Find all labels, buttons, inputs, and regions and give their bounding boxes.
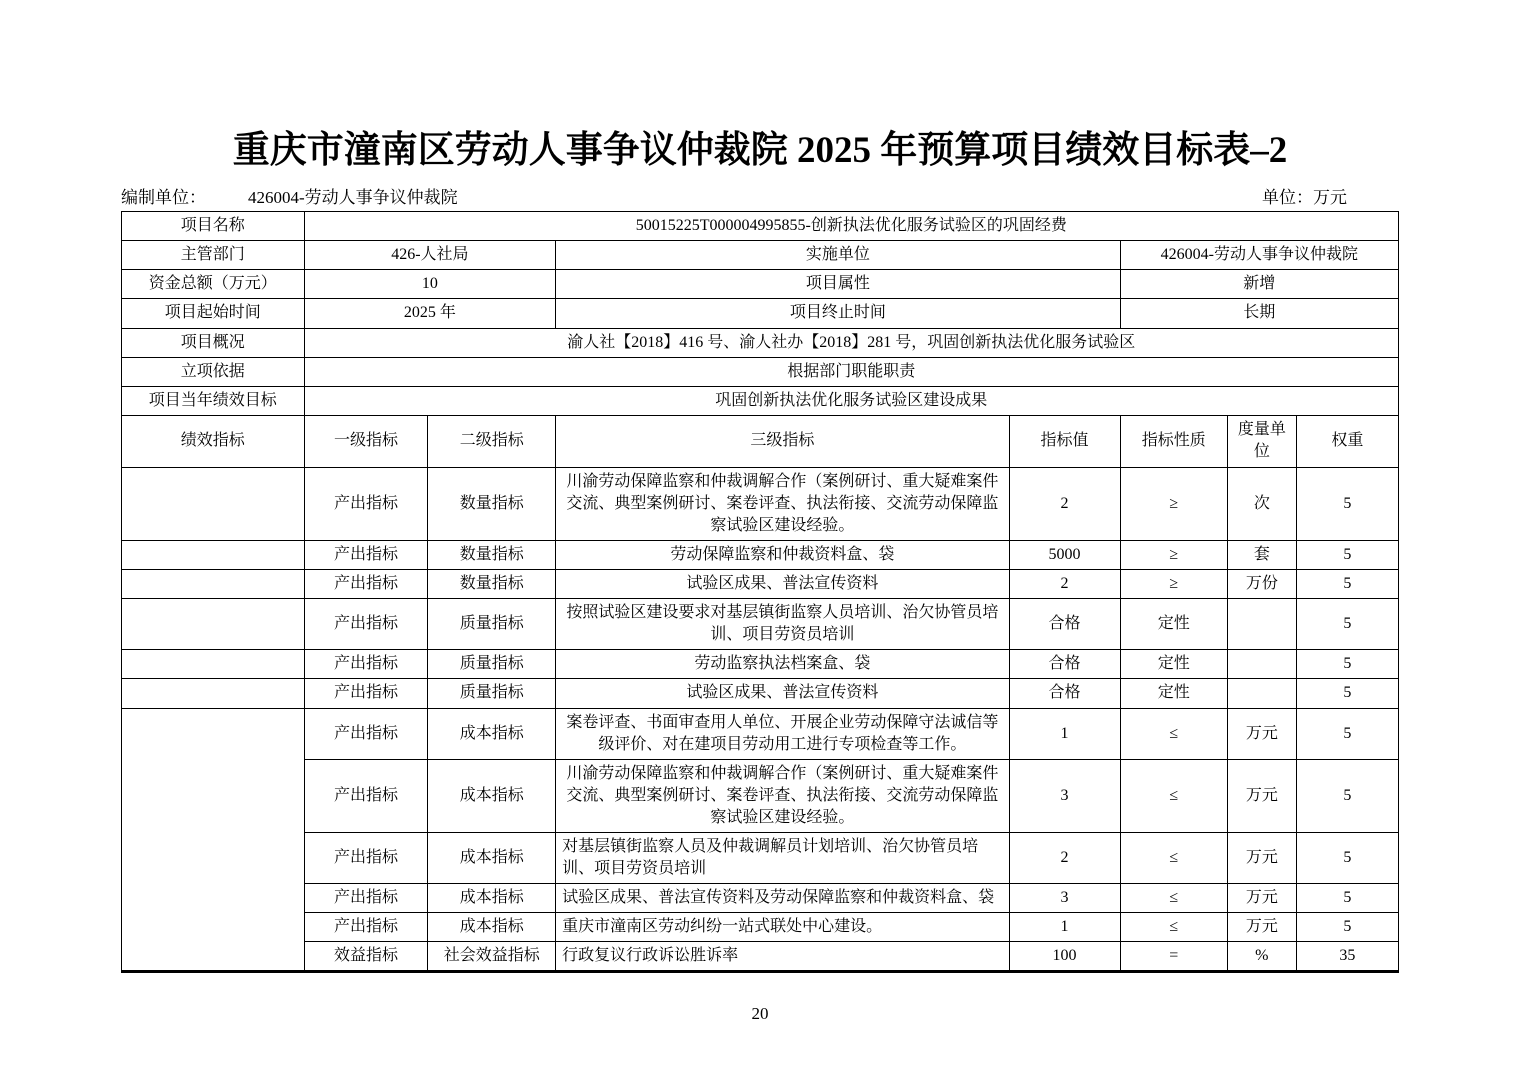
info-label: 项目属性 [556,270,1120,299]
info-label: 立项依据 [122,357,305,386]
level1-indicator: 产出指标 [304,832,428,883]
info-value-basis: 根据部门职能职责 [304,357,1398,386]
level1-indicator: 产出指标 [304,599,428,650]
measure-unit: % [1227,942,1296,972]
level1-indicator: 产出指标 [304,884,428,913]
level2-indicator: 数量指标 [428,467,556,540]
info-label: 项目终止时间 [556,299,1120,328]
performance-indicator-cell [122,467,305,540]
weight: 5 [1296,570,1398,599]
indicator-value: 1 [1009,913,1120,942]
level1-indicator: 产出指标 [304,467,428,540]
indicator-row [122,913,1399,942]
indicator-value: 2 [1009,570,1120,599]
prepared-by [121,183,458,208]
weight: 5 [1296,884,1398,913]
weight: 5 [1296,759,1398,832]
level3-indicator: 试验区成果、普法宣传资料及劳动保障监察和仲裁资料盒、袋 [556,884,1009,913]
weight: 5 [1296,599,1398,650]
info-row-amount [122,270,1399,299]
column-header: 一级指标 [304,415,428,467]
level1-indicator: 产出指标 [304,759,428,832]
level3-indicator: 川渝劳动保障监察和仲裁调解合作（案例研讨、重大疑难案件交流、典型案例研讨、案卷评查、执法衔接、交流劳动保障监察试验区建设经验。 [556,467,1009,540]
measure-unit [1227,650,1296,679]
weight: 5 [1296,708,1398,759]
column-header: 三级指标 [556,415,1009,467]
indicator-value: 2 [1009,467,1120,540]
level2-indicator: 成本指标 [428,759,556,832]
indicator-nature: ≤ [1120,759,1227,832]
indicator-value: 3 [1009,884,1120,913]
measure-unit: 万元 [1227,708,1296,759]
level2-indicator: 成本指标 [428,832,556,883]
info-row-goal [122,386,1399,415]
performance-indicator-cell [122,679,305,708]
info-row-overview [122,328,1399,357]
prepared-by-value: 426004-劳动人事争议仲裁院 [248,188,458,208]
budget-performance-table [121,211,1399,973]
info-label: 实施单位 [556,241,1120,270]
indicator-nature: ≤ [1120,913,1227,942]
info-value-attr: 新增 [1120,270,1398,299]
info-value-amount: 10 [304,270,556,299]
info-value-start: 2025 年 [304,299,556,328]
info-row-dept [122,241,1399,270]
level2-indicator: 质量指标 [428,599,556,650]
measure-unit: 次 [1227,467,1296,540]
column-header: 度量单位 [1227,415,1296,467]
level2-indicator: 数量指标 [428,541,556,570]
info-label: 项目概况 [122,328,305,357]
level2-indicator: 质量指标 [428,679,556,708]
performance-indicator-cell [122,570,305,599]
performance-indicator-cell [122,650,305,679]
indicator-row [122,759,1399,832]
indicator-header-row [122,415,1399,467]
indicator-row [122,942,1399,972]
indicator-row [122,832,1399,883]
indicator-nature: ≤ [1120,884,1227,913]
weight: 5 [1296,913,1398,942]
info-value-impl: 426004-劳动人事争议仲裁院 [1120,241,1398,270]
indicator-value: 2 [1009,832,1120,883]
weight: 5 [1296,650,1398,679]
info-label: 项目名称 [122,212,305,241]
column-header: 绩效指标 [122,415,305,467]
level1-indicator: 产出指标 [304,541,428,570]
indicator-nature: 定性 [1120,599,1227,650]
level3-indicator: 劳动保障监察和仲裁资料盒、袋 [556,541,1009,570]
measure-unit: 万元 [1227,913,1296,942]
info-row-dates [122,299,1399,328]
indicator-value: 合格 [1009,599,1120,650]
indicator-nature: ≥ [1120,570,1227,599]
info-label: 资金总额（万元） [122,270,305,299]
indicator-value: 合格 [1009,679,1120,708]
indicator-value: 3 [1009,759,1120,832]
level2-indicator: 成本指标 [428,708,556,759]
level1-indicator: 效益指标 [304,942,428,972]
weight: 5 [1296,467,1398,540]
indicator-value: 5000 [1009,541,1120,570]
level1-indicator: 产出指标 [304,708,428,759]
info-value-end: 长期 [1120,299,1398,328]
weight: 5 [1296,679,1398,708]
measure-unit: 万元 [1227,759,1296,832]
page-title: 重庆市潼南区劳动人事争议仲裁院 2025 年预算项目绩效目标表–2 [232,130,1288,171]
indicator-value: 1 [1009,708,1120,759]
info-row-project-name [122,212,1399,241]
level3-indicator: 重庆市潼南区劳动纠纷一站式联处中心建设。 [556,913,1009,942]
page-number: 20 [751,1004,769,1024]
column-header: 指标性质 [1120,415,1227,467]
level2-indicator: 社会效益指标 [428,942,556,972]
measure-unit: 套 [1227,541,1296,570]
column-header: 权重 [1296,415,1398,467]
indicator-row [122,570,1399,599]
level2-indicator: 质量指标 [428,650,556,679]
performance-indicator-cell [122,541,305,570]
indicator-nature: ≥ [1120,541,1227,570]
level2-indicator: 成本指标 [428,913,556,942]
level1-indicator: 产出指标 [304,913,428,942]
indicator-value: 合格 [1009,650,1120,679]
indicator-row [122,884,1399,913]
weight: 5 [1296,541,1398,570]
info-row-basis [122,357,1399,386]
measure-unit: 万元 [1227,884,1296,913]
prepared-by-label: 编制单位： [121,188,206,208]
level3-indicator: 案卷评查、书面审查用人单位、开展企业劳动保障守法诚信等级评价、对在建项目劳动用工进行专项检查等工作。 [556,708,1009,759]
indicator-row [122,467,1399,540]
level2-indicator: 成本指标 [428,884,556,913]
performance-indicator-group-cell [122,708,305,972]
measure-unit: 万份 [1227,570,1296,599]
level1-indicator: 产出指标 [304,650,428,679]
indicator-nature: = [1120,942,1227,972]
level1-indicator: 产出指标 [304,679,428,708]
column-header: 指标值 [1009,415,1120,467]
indicator-nature: ≤ [1120,708,1227,759]
weight: 5 [1296,832,1398,883]
unit-note: 单位：万元 [1262,188,1347,208]
level3-indicator: 试验区成果、普法宣传资料 [556,679,1009,708]
performance-indicator-cell [122,599,305,650]
level3-indicator: 试验区成果、普法宣传资料 [556,570,1009,599]
weight: 35 [1296,942,1398,972]
level3-indicator: 按照试验区建设要求对基层镇街监察人员培训、治欠协管员培训、项目劳资员培训 [556,599,1009,650]
indicator-row [122,708,1399,759]
indicator-value: 100 [1009,942,1120,972]
measure-unit [1227,599,1296,650]
info-label: 项目起始时间 [122,299,305,328]
level3-indicator: 对基层镇街监察人员及仲裁调解员计划培训、治欠协管员培训、项目劳资员培训 [556,832,1009,883]
indicator-row [122,599,1399,650]
info-value-project-name: 50015225T000004995855-创新执法优化服务试验区的巩固经费 [304,212,1398,241]
indicator-nature: ≤ [1120,832,1227,883]
column-header: 二级指标 [428,415,556,467]
info-value-goal: 巩固创新执法优化服务试验区建设成果 [304,386,1398,415]
indicator-row [122,650,1399,679]
indicator-nature: ≥ [1120,467,1227,540]
info-value-dept: 426-人社局 [304,241,556,270]
measure-unit: 万元 [1227,832,1296,883]
level1-indicator: 产出指标 [304,570,428,599]
level2-indicator: 数量指标 [428,570,556,599]
info-label: 主管部门 [122,241,305,270]
level3-indicator: 川渝劳动保障监察和仲裁调解合作（案例研讨、重大疑难案件交流、典型案例研讨、案卷评查、执法衔接、交流劳动保障监察试验区建设经验。 [556,759,1009,832]
indicator-row [122,541,1399,570]
indicator-row [122,679,1399,708]
level3-indicator: 行政复议行政诉讼胜诉率 [556,942,1009,972]
info-label: 项目当年绩效目标 [122,386,305,415]
info-value-overview: 渝人社【2018】416 号、渝人社办【2018】281 号，巩固创新执法优化服务试验区 [304,328,1398,357]
indicator-nature: 定性 [1120,650,1227,679]
indicator-nature: 定性 [1120,679,1227,708]
meta-row [121,183,1399,208]
level3-indicator: 劳动监察执法档案盒、袋 [556,650,1009,679]
measure-unit [1227,679,1296,708]
